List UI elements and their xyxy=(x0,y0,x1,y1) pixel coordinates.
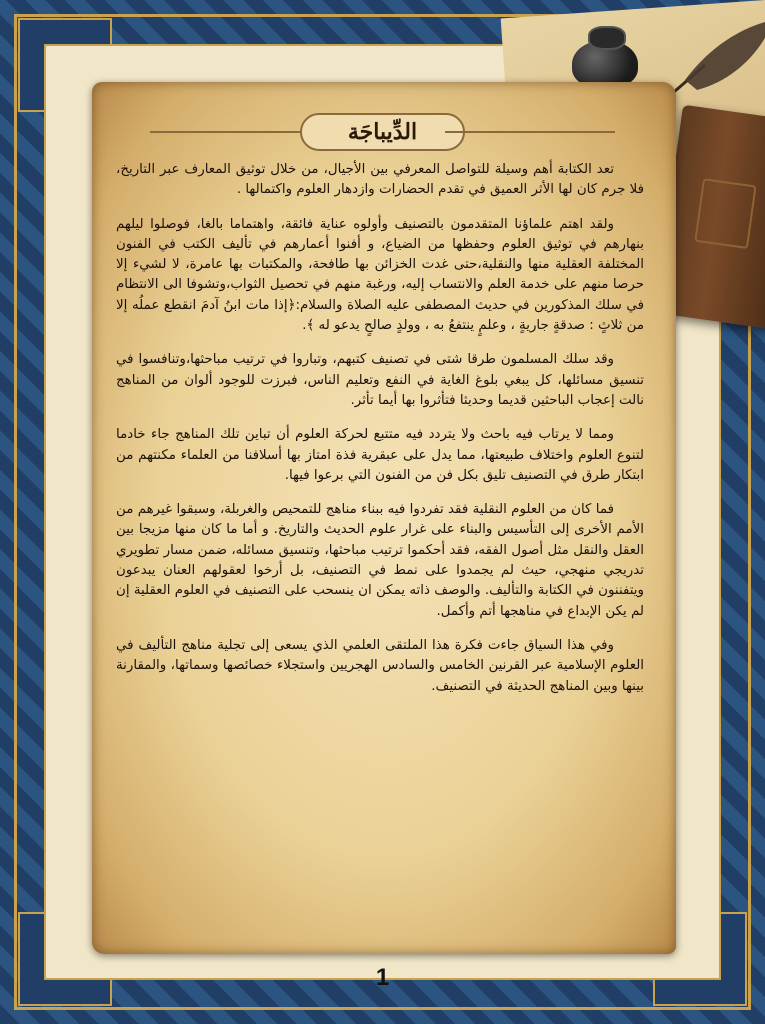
title-divider-right xyxy=(445,131,615,133)
title-divider-left xyxy=(150,131,320,133)
page-title: الدِّيباجَة xyxy=(347,119,418,145)
title-banner xyxy=(150,113,615,151)
paragraph: ومما لا يرتاب فيه باحث ولا يتردد فيه متتبع لحركة العلوم أن تباين تلك المناهج جاء خادما لتنوع العلوم واختلاف طبيعتها، مما يدل على عبقرية فذة امتاز بها أسلافنا من العلماء مكنتهم من ابتكار طرق في التصنيف تليق بكل فن من الفنون التي برعوا فيها. xyxy=(116,427,644,483)
body-text xyxy=(116,160,644,711)
title-cartouche xyxy=(300,113,465,151)
paragraph: تعد الكتابة أهم وسيلة للتواصل المعرفي بين الأجيال، من خلال توثيق المعارف عبر التاريخ، فلا جرم كان لها الأثر العميق في تقدم الحضارات وازدهار العلوم واكتمالها . xyxy=(116,162,644,198)
paragraph: ولقد اهتم علماؤنا المتقدمون بالتصنيف وأولوه عناية فائقة، واهتماما بالغا، فوصلوا ليلهم بنهارهم في توثيق العلوم وحفظها من الضياع، و أفنوا أعمارهم في تأليف الكتب في الفنون المختلفة العقلية منها والنقلية،حتى غدت الخزائن بها طافحة، والمكتبات بها عامرة، لا لشيء إلا حرصا منهم على خدمة العلم والانتساب إليه، ورغبة منهم في تحصيل الثواب،وتشوفا الى الانتظام في سلك المذكورين في حديث المصطفى عليه الصلاة والسلام:﴿إذا مات ابنُ آدمَ انقطع عملُه إلا من ثلاثٍ : صدقةٍ جاريةٍ ، وعلمٍ ينتفعُ به ، وولدٍ صالحٍ يدعو له ﴾. xyxy=(116,216,644,334)
paragraph: فما كان من العلوم النقلية فقد تفردوا فيه ببناء مناهج للتمحيص والغربلة، وسبقوا غيرهم من الأمم الأخرى إلى التأسيس والبناء على غرار علوم الحديث والتاريخ. و أما ما كان منها مزيجا بين العقل والنقل مثل أصول الفقه، فقد أحكموا ترتيب مباحثها، وتنسيق مسائله، ضمن مسار تطويري تدريجي منهجي، حيث لم يجمدوا على نمط في التصنيف، بل أرخوا لعقولهم العنان يبدعون ويتفننون في الكتابة والتأليف. والوصف ذاته يمكن ان ينسحب على التصنيف في العلوم العقلية إن لم يكن الإبداع في مناهجها أتم وأكمل. xyxy=(116,502,644,619)
paragraph: وقد سلك المسلمون طرقا شتى في تصنيف كتبهم، وتباروا في ترتيب مباحثها،وتنافسوا في تنسيق مسائلها، كل يبغي بلوغ الغاية في النفع وتعليم الناس، فبرزت للوجود ألوان من المناهج نالت إعجاب الباحثين قديما وحديثا فتأثروا بها أيما تأثر. xyxy=(116,352,644,408)
paragraph: وفي هذا السياق جاءت فكرة هذا الملتقى العلمي الذي يسعى إلى تجلية مناهج التأليف في العلوم الإسلامية عبر القرنين الخامس والسادس الهجريين واستجلاء خصائصها وسماتها، والمقارنة بينها وبين المناهج الحديثة في التصنيف. xyxy=(116,637,644,694)
page-number: 1 xyxy=(375,964,390,991)
